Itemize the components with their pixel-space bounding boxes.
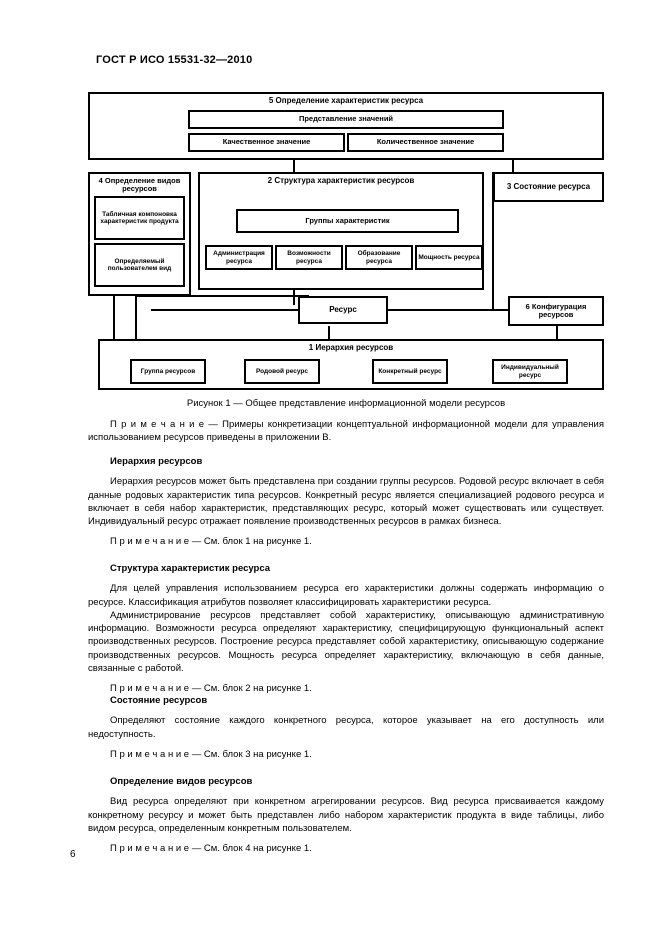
connector-resource-down: [328, 326, 330, 340]
section-resource-state: [88, 694, 604, 761]
block-2-characteristic-groups: [236, 209, 459, 233]
block-4-title: 4 Определение видов ресурсов: [98, 176, 181, 194]
connector-resource-in-left: [151, 309, 308, 311]
figure-note-text: П р и м е ч а н и е — Примеры конкретизации концептуальной информационной модели для управления использованием ресурсов приведены в приложении В.: [88, 419, 604, 444]
section-heading: Иерархия ресурсов: [110, 456, 203, 467]
section-note: П р и м е ч а н и е — См. блок 3 на рисунке 1.: [110, 748, 312, 760]
block-3-title: 3 Состояние ресурса: [506, 181, 591, 191]
section-paragraph: Иерархия ресурсов может быть представлена при создании группы ресурсов. Родовой ресурс включает в себя данные родовых характеристик типа ресурсов. Конкретный ресурс является специализацией родового ресурса и включает в себя набор характеристик, представляющих ресурс, который может существовать или существует. Индивидуальный ресурс отражает появление производственных ресурсов в рамках бизнеса.: [88, 476, 604, 528]
block-2-resource-capabilities: [275, 245, 343, 270]
section-note: П р и м е ч а н и е — См. блок 2 на рисунке 1.: [110, 683, 312, 695]
connector-b5-down-center: [293, 158, 295, 172]
connector-resource-to-config: [388, 309, 508, 311]
block-5-quantitative-value: [347, 133, 504, 152]
block-6-title: 6 Конфигурация ресурсов: [525, 301, 587, 319]
figure-note: [88, 418, 604, 445]
block-2-resource-administration-label: Администрация ресурса: [213, 250, 265, 265]
section-resource-kind-definition: [88, 775, 604, 855]
block-resource-label: Ресурс: [329, 304, 357, 314]
section-paragraph: Вид ресурса определяют при конкретном агрегировании ресурсов. Вид ресурса присваивается каждому конкретному ресурсу и может быть представлен либо набором характеристик продукта в виде таблицы, либо видом ресурса, определенным конкретным пользователем.: [88, 796, 604, 834]
block-2-resource-capacity: [415, 245, 483, 270]
section-paragraph: Для целей управления использованием ресурса его характеристики должны содержать информацию о ресурсе. Классификация атрибутов позволяет классифицировать характеристики ресурса.: [88, 583, 604, 608]
block-2-resource-capacity-label: Мощность ресурса: [418, 253, 480, 261]
section-resource-hierarchy: [88, 455, 604, 549]
connector-b4-down: [113, 296, 115, 340]
block-4-user-defined-kind: [94, 243, 185, 287]
block-3-resource-state: [493, 172, 604, 202]
block-6-resource-configuration: [508, 296, 604, 326]
page-number: 6: [70, 849, 76, 860]
section-heading: Состояние ресурсов: [110, 695, 208, 706]
block-5-title: 5 Определение характеристик ресурса: [268, 96, 424, 105]
section-heading: Структура характеристик ресурса: [110, 563, 271, 574]
section-characteristic-structure: [88, 562, 604, 696]
block-2-resource-formation-label: Образование ресурса: [357, 250, 401, 265]
block-2-resource-formation: [345, 245, 413, 270]
block-2-characteristic-groups-label: Группы характеристик: [305, 215, 390, 225]
block-4-product-table-layout: [94, 196, 185, 240]
block-5-value-presentation: [188, 110, 504, 129]
block-2-title: 2 Структура характеристик ресурсов: [267, 176, 415, 185]
block-resource: [298, 296, 388, 324]
block-1-specific-resource: [372, 359, 448, 384]
connector-b5-down-right: [512, 158, 514, 172]
block-5-quantitative-value-label: Количественное значение: [376, 137, 475, 147]
section-heading: Определение видов ресурсов: [110, 776, 253, 787]
section-paragraph: Администрирование ресурсов представляет собой характеристику, описывающую административную информацию. Возможности ресурса определяют характеристику, специфицирующую функциональный аспект производственных ресурсов. Построение ресурса представляет собой характеристику, описывающую содержание производственных ресурсов. Мощность ресурса определяет характеристику, включающую в себя данные, связанные с работой.: [88, 609, 604, 675]
block-1-title: 1 Иерархия ресурсов: [308, 343, 394, 352]
block-5-qualitative-value-label: Качественное значение: [222, 137, 311, 147]
block-1-individual-resource-label: Индивидуальный ресурс: [501, 364, 559, 379]
block-1-resource-group: [130, 359, 206, 384]
standard-header: ГОСТ Р ИСО 15531-32—2010: [96, 54, 253, 66]
connector-b2-down: [293, 290, 295, 305]
figure-resource-information-model: [88, 92, 604, 390]
block-5-qualitative-value: [188, 133, 345, 152]
block-1-generic-resource-label: Родовой ресурс: [255, 367, 309, 375]
block-2-resource-capabilities-label: Возможности ресурса: [287, 250, 331, 265]
block-1-generic-resource: [244, 359, 320, 384]
connector-config-down: [556, 326, 558, 340]
block-4-product-table-layout-label: Табличная компоновка характеристик продукта: [100, 210, 179, 225]
figure-caption: Рисунок 1 — Общее представление информационной модели ресурсов: [186, 398, 506, 409]
section-paragraph: Определяют состояние каждого конкретного ресурса, которое указывает на его доступность или недоступность.: [88, 715, 604, 740]
block-5-value-presentation-label: Представление значений: [298, 114, 394, 124]
section-note: П р и м е ч а н и е — См. блок 4 на рисунке 1.: [110, 843, 312, 855]
block-2-resource-administration: [205, 245, 273, 270]
block-1-specific-resource-label: Конкретный ресурс: [378, 367, 442, 375]
section-note: П р и м е ч а н и е — См. блок 1 на рисунке 1.: [110, 536, 312, 548]
connector-b4-down-2: [135, 296, 137, 340]
block-4-user-defined-kind-label: Определяемый пользователем вид: [107, 257, 172, 272]
block-1-individual-resource: [492, 359, 568, 384]
block-1-resource-group-label: Группа ресурсов: [140, 367, 196, 375]
